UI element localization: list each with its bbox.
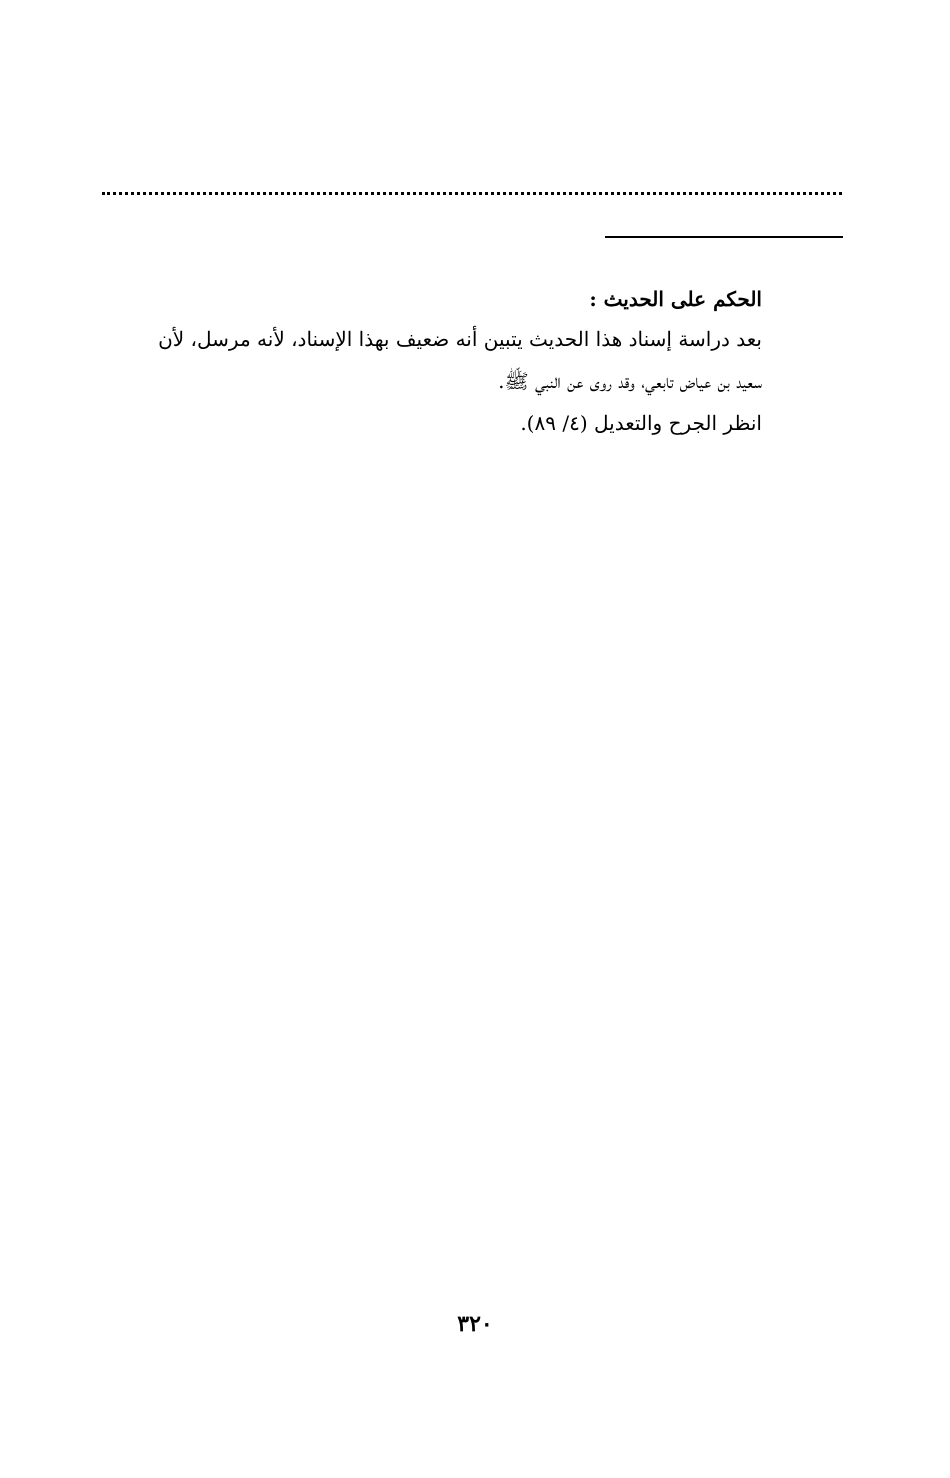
section-heading: الحكم على الحديث : (589, 287, 762, 311)
body-line-2: سعيد بن عياض تابعي، وقد روى عن النبي ﷺ. (498, 369, 762, 393)
dotted-separator (102, 192, 842, 195)
section-rule (605, 236, 843, 238)
body-line-1: بعد دراسة إسناد هذا الحديث يتبين أنه ضعيف بهذا الإسناد، لأنه مرسل، لأن (158, 327, 762, 351)
page-number: ٣٢٠ (457, 1311, 493, 1337)
body-line-3: انظر الجرح والتعديل (٤/ ٨٩). (520, 411, 762, 435)
text-block (85, 280, 762, 444)
